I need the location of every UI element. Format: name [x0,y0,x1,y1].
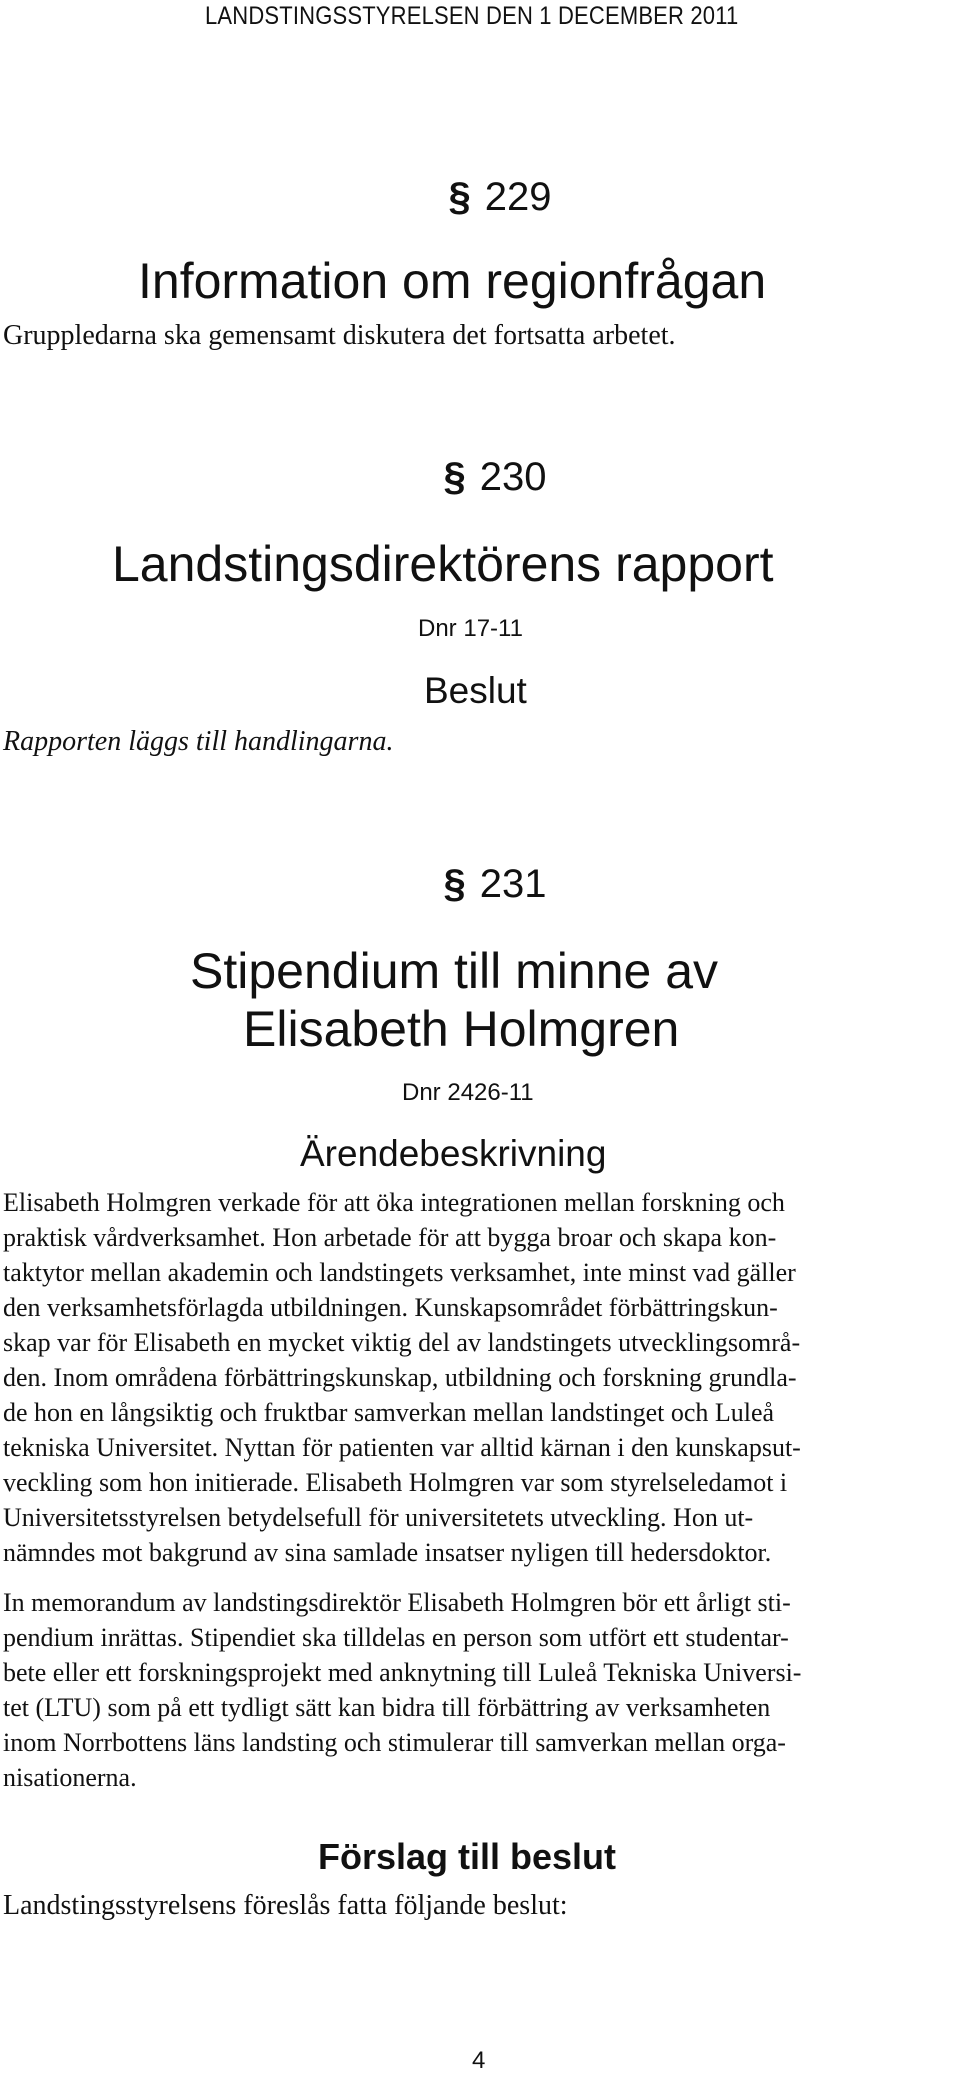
section-230-subheading: Beslut [424,670,527,711]
section-230-body: Rapporten läggs till handlingarna. [3,726,394,757]
page-header: LANDSTINGSSTYRELSEN DEN 1 DECEMBER 2011 [205,2,739,30]
section-number: 231 [479,862,547,906]
section-231-title-line2: Elisabeth Holmgren [243,1001,680,1057]
section-230-dnr: Dnr 17-11 [418,615,523,642]
paragraph-line: praktisk vårdverksamhet. Hon arbetade för att bygga broar och skapa kon- [3,1223,777,1252]
section-229-body: Gruppledarna ska gemensamt diskutera det fortsatta arbetet. [3,320,676,351]
paragraph-line: pendium inrättas. Stipendiet ska tilldelas en person som utfört ett studentar- [3,1623,789,1652]
section-number: 230 [479,455,547,499]
description-paragraph-2 [3,1585,939,1795]
section-230-heading [0,455,960,500]
paragraph-line: taktytor mellan akademin och landstingets verksamhet, inte minst vad gäller [3,1258,796,1287]
paragraph-line: Universitetsstyrelsen betydelsefull för universitetets utveckling. Hon ut- [3,1503,754,1532]
paragraph-line: Elisabeth Holmgren verkade för att öka integrationen mellan forskning och [3,1188,785,1217]
page-number: 4 [472,2047,486,2074]
section-number: 229 [484,175,552,219]
paragraph-line: veckling som hon initierade. Elisabeth Holmgren var som styrelseledamot i [3,1468,788,1497]
section-symbol: § [448,175,471,219]
paragraph-line: tekniska Universitet. Nyttan för patienten var alltid kärnan i den kunskapsut- [3,1433,801,1462]
section-229-title: Information om regionfrågan [138,253,767,309]
paragraph-line: tet (LTU) som på ett tydligt sätt kan bidra till förbättring av verksamheten [3,1693,771,1722]
section-231-title-line1: Stipendium till minne av [190,943,719,999]
section-231-dnr: Dnr 2426-11 [402,1079,534,1106]
paragraph-line: nämndes mot bakgrund av sina samlade insatser nyligen till hedersdoktor. [3,1538,772,1567]
paragraph-line: In memorandum av landstingsdirektör Elisabeth Holmgren bör ett årligt sti- [3,1588,791,1617]
paragraph-line: inom Norrbottens läns landsting och stimulerar till samverkan mellan orga- [3,1728,786,1757]
proposal-body: Landstingsstyrelsens föreslås fatta följande beslut: [3,1890,568,1921]
section-229-heading [0,175,960,220]
description-paragraph-1 [3,1185,939,1570]
section-symbol: § [443,862,466,906]
section-symbol: § [443,455,466,499]
paragraph-line: de hon en långsiktig och fruktbar samverkan mellan landstinget och Luleå [3,1398,775,1427]
section-231-heading [0,862,960,907]
section-231-subheading: Ärendebeskrivning [300,1133,607,1174]
paragraph-line: skap var för Elisabeth en mycket viktig del av landstingets utvecklingsområ- [3,1328,801,1357]
paragraph-line: bete eller ett forskningsprojekt med anknytning till Luleå Tekniska Universi- [3,1658,802,1687]
paragraph-line: nisationerna. [3,1763,137,1792]
section-230-title: Landstingsdirektörens rapport [112,536,774,592]
paragraph-line: den. Inom områdena förbättringskunskap, utbildning och forskning grundla- [3,1363,797,1392]
proposal-heading: Förslag till beslut [318,1836,617,1877]
paragraph-line: den verksamhetsförlagda utbildningen. Kunskapsområdet förbättringskun- [3,1293,778,1322]
